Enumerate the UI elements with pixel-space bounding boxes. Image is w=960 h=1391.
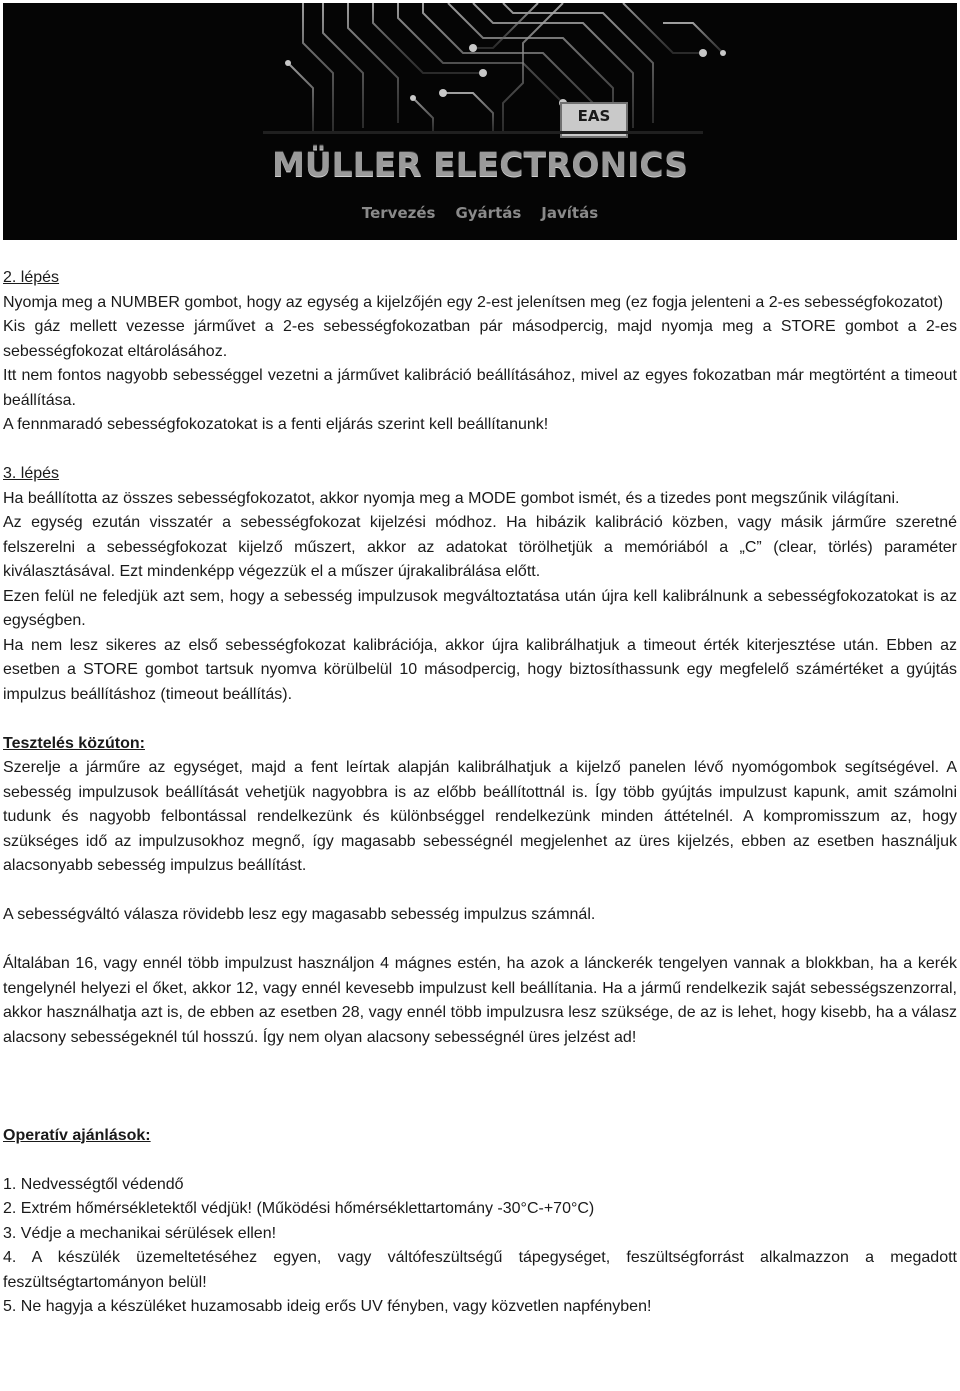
step2-line: Kis gáz mellett vezesse járművet a 2-es sebességfokozatban pár másodpercig, majd nyomja meg a STORE gombot a 2-es sebességfokozat eltárolásához. <box>3 318 957 360</box>
testing-paragraph: Szerelje a járműre az egységet, majd a fent leírtak alapján kalibrálhatjuk a kijelző panelen lévő nyomógombok segítségével. A sebesség impulzusok beállítását vehetjük nagyobbra is az előbb beállítottnál is. Így több gyújtás impulzust kapunk, amit számolni tudunk és nagyobb felbontással rendelkezünk és különbséggel rendelkezünk minden áttételnél. A kompromisszum az, hogy szükséges idő az impulzusokhoz megnő, így magasabb sebességnél megjelenhet az üres kijelzés, ebben az esetben használjuk alacsonyabb sebesség impulzus beállítást. <box>3 759 957 874</box>
recommendation-item: 3. Védje a mechanikai sérülések ellen! <box>3 1224 277 1242</box>
tagline-repair: Javítás <box>541 204 599 222</box>
eas-badge: EAS <box>577 107 611 125</box>
testing-heading: Tesztelés közúton: <box>3 734 145 752</box>
step3-line: Ha beállította az összes sebességfokozatot, akkor nyomja meg a MODE gombot ismét, és a tizedes pont megszűnik világítani. <box>3 489 900 507</box>
step3-line: Ezen felül ne feledjük azt sem, hogy a sebesség impulzusok megváltoztatása után újra kell kalibrálnunk a sebességfokozatokat is az egységben. <box>3 587 957 629</box>
step3-line: Az egység ezután visszatér a sebességfokozat kijelzési módhoz. Ha hibázik kalibráció közben, vagy másik járműre szeretné felszerelni a sebességfokozat kijelző műszert, akkor az adatokat törölhetjük a memóriából a „C” (clear, törlés) paraméter kiválasztásával. Ezt mindenképp végezzük el a műszer újrakalibrálása előtt. <box>3 514 957 580</box>
step2-heading: 2. lépés <box>3 269 60 286</box>
header-banner <box>3 3 957 240</box>
testing-paragraph: Általában 16, vagy ennél több impulzust használjon 4 mágnes estén, ha azok a lánckerék tengelyen vannak a blokkban, ha a kerék tengelynél helyezi el őket, akkor 12, vagy ennél kevesebb impulzust kell beállítania. Ha a jármű rendelkezik saját sebességszenzorral, akkor használhatja azt is, de ebben az esetben 28, vagy ennél több impulzusra lesz szüksége, de az is lehet, hogy kisebb, ha a válasz alacsony sebességeknél túl hosszú. Így nem olyan alacsony sebességnél üres jelzést ad! <box>3 955 957 1046</box>
recommendation-item: 5. Ne hagyja a készüléket huzamosabb ideig erős UV fényben, vagy közvetlen napfényben! <box>3 1298 652 1315</box>
recommendation-item: 1. Nedvességtől védendő <box>3 1175 184 1193</box>
company-name: MÜLLER ELECTRONICS <box>272 145 688 184</box>
tagline <box>3 204 957 222</box>
step2-line: A fennmaradó sebességfokozatokat is a fenti eljárás szerint kell beállítanunk! <box>3 416 549 433</box>
tagline-manufacturing: Gyártás <box>455 204 522 222</box>
step3-heading: 3. lépés <box>3 465 60 482</box>
recommendation-item: 4. A készülék üzemeltetéséhez egyen, vagy váltófeszültségű tápegységet, feszültségforrást alkalmazzon a megadott feszültségtartományon belül! <box>3 1249 957 1291</box>
step3-line: Ha nem lesz sikeres az első sebességfokozat kalibrációja, akkor újra kalibrálhatjuk a timeout érték kiterjesztése után. Ebben az esetben a STORE gombot tartsuk nyomva körülbelül 10 másodpercig, hogy biztosíthassunk egy megfelelő számértéket a gyújtás impulzus beállításhoz (timeout beállítás). <box>3 636 957 703</box>
step2-line: Itt nem fontos nagyobb sebességgel vezetni a járművet kalibráció beállításához, mivel az egyes fokozatban már megtörtént a timeout beállítása. <box>3 367 957 409</box>
document-body <box>3 266 957 1320</box>
recommendation-item: 2. Extrém hőmérsékletektől védjük! (Működési hőmérséklettartomány -30°C-+70°C) <box>3 1200 595 1217</box>
tagline-design: Tervezés <box>361 204 436 222</box>
recommendations-heading: Operatív ajánlások: <box>3 1126 151 1144</box>
step2-line: Nyomja meg a NUMBER gombot, hogy az egység a kijelzőjén egy 2-est jelenítsen meg (ez fogja jelenteni a 2-es sebességfokozatot) <box>3 293 944 311</box>
testing-paragraph: A sebességváltó válasza rövidebb lesz egy magasabb sebesség impulzus számnál. <box>3 906 596 923</box>
